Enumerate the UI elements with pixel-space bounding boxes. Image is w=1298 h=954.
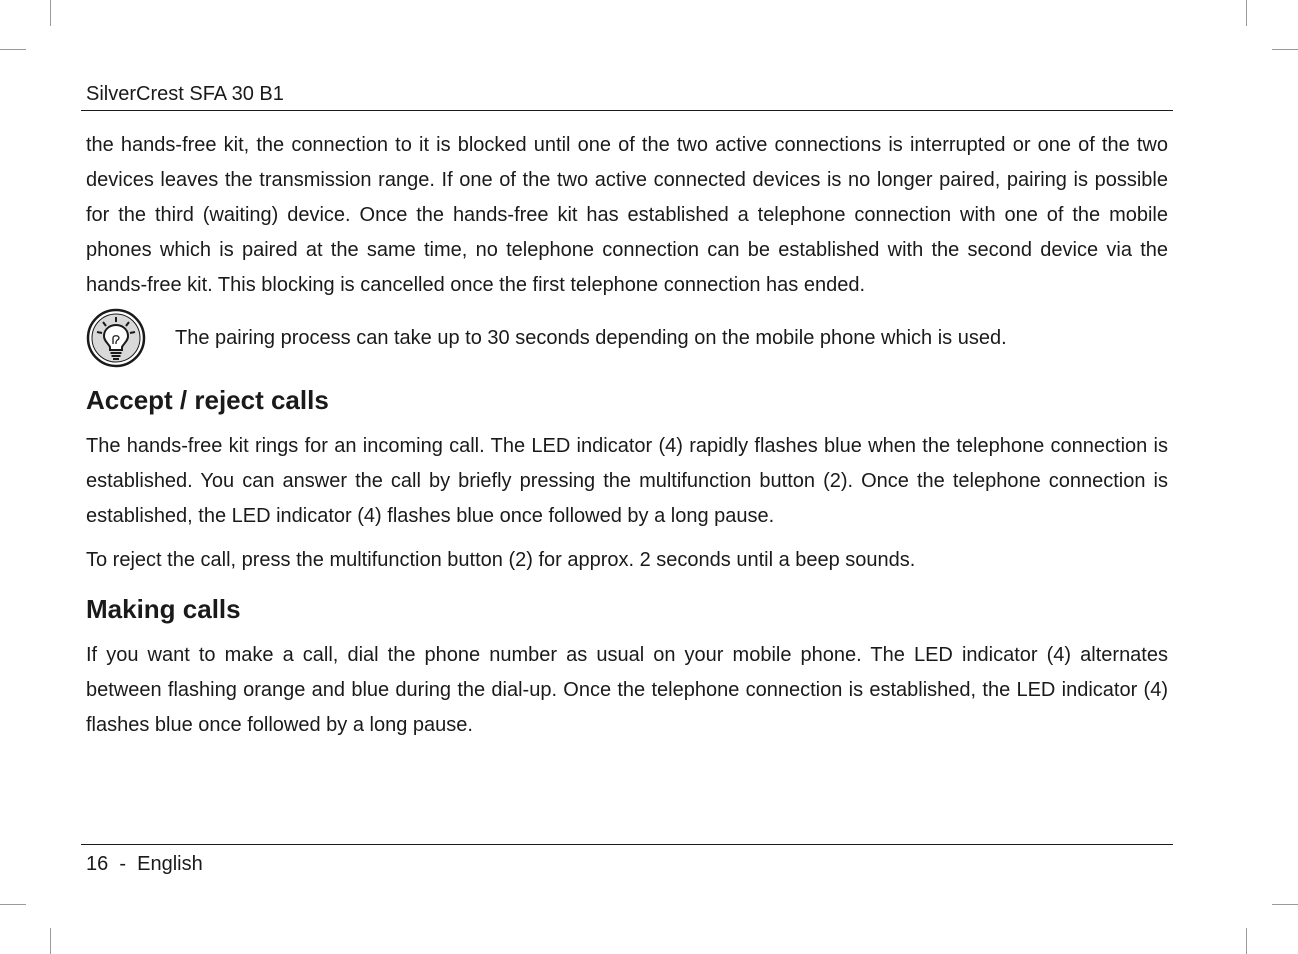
making-calls-paragraph: If you want to make a call, dial the phone number as usual on your mobile phone. The LED indicator (4) alternates between flashing orange and blue during the dial-up. Once the telephone connection is established, the LED indicator (4) flashes blue once followed by a long pause. (86, 644, 1168, 736)
crop-mark (0, 49, 26, 50)
note-text: The pairing process can take up to 30 seconds depending on the mobile phone which is used. (175, 327, 1007, 349)
running-header: SilverCrest SFA 30 B1 (86, 83, 284, 105)
note-box (86, 307, 1168, 369)
crop-mark (50, 928, 51, 954)
page-content (86, 128, 1168, 743)
crop-mark (1246, 928, 1247, 954)
header-rule (81, 110, 1173, 111)
crop-mark (1272, 49, 1298, 50)
crop-mark (1272, 904, 1298, 905)
crop-mark (1246, 0, 1247, 26)
accept-calls-paragraph: The hands-free kit rings for an incoming call. The LED indicator (4) rapidly flashes blue when the telephone connection is established. You can answer the call by briefly pressing the multifunction button (2). Once the telephone connection is established, the LED indicator (4) flashes blue once followed by a long pause. (86, 435, 1168, 527)
lightbulb-icon (86, 308, 146, 368)
intro-paragraph: the hands-free kit, the connection to it is blocked until one of the two active connections is interrupted or one of the two devices leaves the transmission range. If one of the two active connected devices is no longer paired, pairing is possible for the third (waiting) device. Once the hands-free kit has established a telephone connection with one of the mobile phones which is paired at the same time, no telephone connection can be established with the second device via the hands-free kit. This blocking is cancelled once the first telephone connection has ended. (86, 134, 1168, 296)
crop-mark (50, 0, 51, 26)
section-heading-accept-reject: Accept / reject calls (86, 385, 329, 415)
footer-rule (81, 844, 1173, 845)
section-heading-making-calls: Making calls (86, 594, 241, 624)
page-footer: 16 - English (86, 853, 203, 875)
crop-mark (0, 904, 26, 905)
reject-calls-paragraph: To reject the call, press the multifunction button (2) for approx. 2 seconds until a beep sounds. (86, 549, 916, 571)
